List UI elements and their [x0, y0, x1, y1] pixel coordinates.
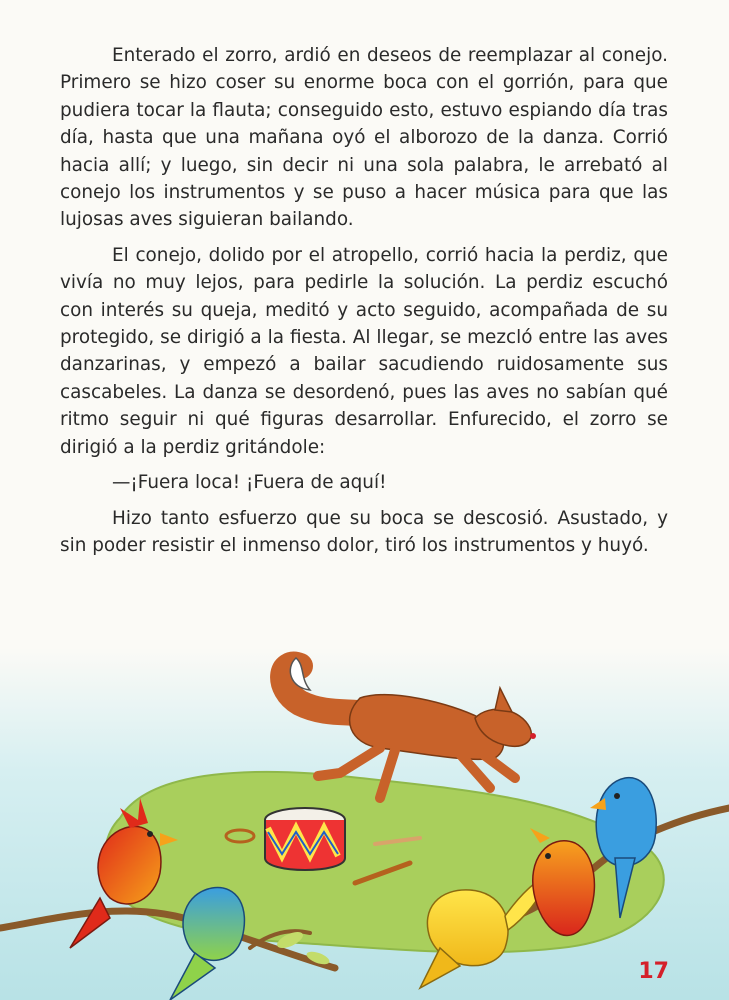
paragraph-2: El conejo, dolido por el atropello, corrió hacia la perdiz, que vivía no muy lejos, para pedirle la solución. La perdiz escuchó con interés su queja, meditó y acto seguido, acompañada de su protegido, se dirigió a la fiesta. Al llegar, se mezcló entre las aves danzarinas, y empezó a bailar sacudiendo ruidosamente sus cascabeles. La danza se desordenó, pues las aves no sabían qué ritmo seguir ni qué figuras desarrollar. Enfurecido, el zorro se dirigió a la perdiz gritándole:: [60, 244, 668, 458]
dialogue-line: —¡Fuera loca! ¡Fuera de aquí!: [112, 472, 387, 494]
page-number: 17: [638, 959, 669, 984]
paragraph-4: Hizo tanto esfuerzo que su boca se descosió. Asustado, y sin poder resistir el inmenso dolor, tiró los instrumentos y huyó.: [60, 507, 668, 556]
story-text: [60, 42, 668, 559]
drum-illustration: [265, 808, 345, 870]
story-illustration: [0, 648, 729, 1000]
paragraph-1: Enterado el zorro, ardió en deseos de reemplazar al conejo. Primero se hizo coser su enorme boca con el gorrión, para que pudiera tocar la flauta; conseguido esto, estuvo espiando día tras día, hasta que una mañana oyó el alborozo de la danza. Corrió hacia allí; y luego, sin decir ni una sola palabra, le arrebató al conejo los instrumentos y se puso a hacer música para que las lujosas aves siguieran bailando.: [60, 45, 668, 231]
